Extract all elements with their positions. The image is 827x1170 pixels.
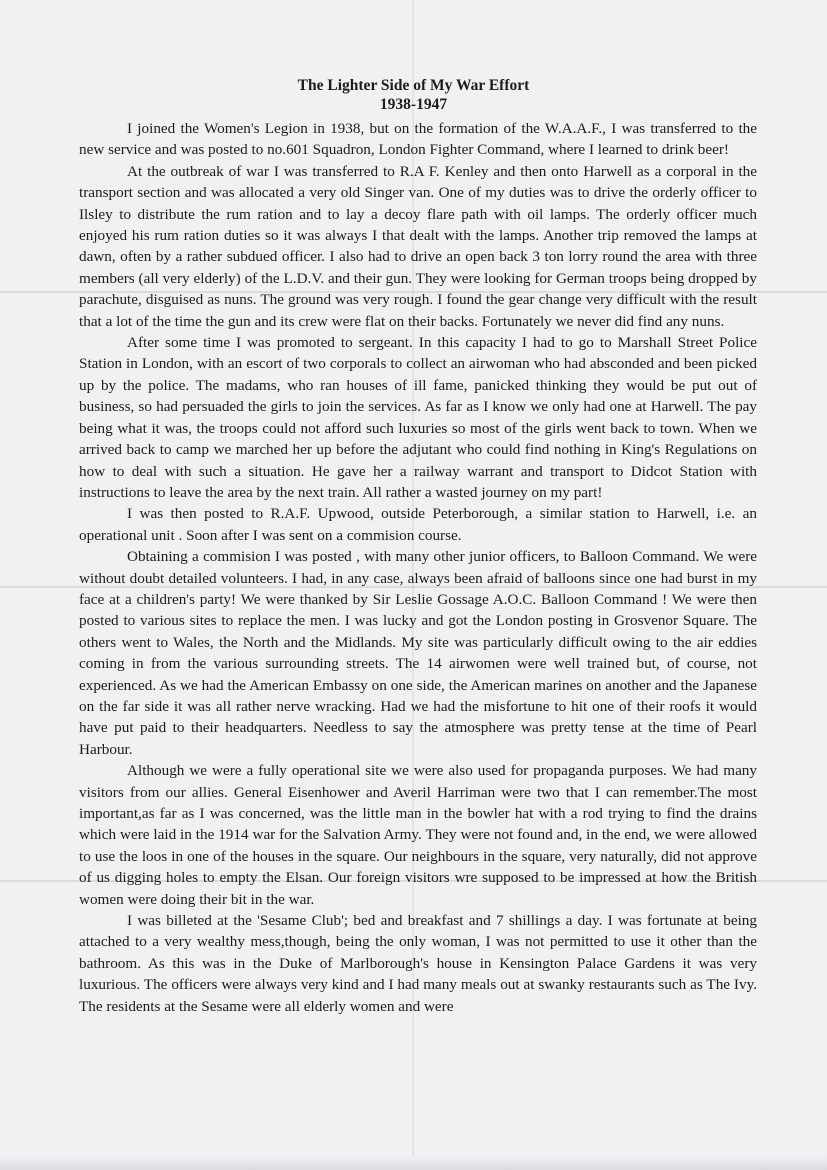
paragraph-7: I was billeted at the 'Sesame Club'; bed and breakfast and 7 shillings a day. I was fortunate at being attached to a very wealthy mess,though, being the only woman, I was not permitted to use it other than the bathroom. As this was in the Duke of Marlborough's house in Kensington Palace Gardens it was very luxurious. The officers were always very kind and I had many meals out at swanky restaurants such as The Ivy. The residents at the Sesame were all elderly women and were [79,912,757,1015]
document-body [79,118,757,1017]
paragraph-4: I was then posted to R.A.F. Upwood, outside Peterborough, a similar station to Harwell, i.e. an operational unit . Soon after I was sent on a commision course. [79,505,757,544]
paragraph-6: Although we were a fully operational site we were also used for propaganda purposes. We had many visitors from our allies. General Eisenhower and Averil Harriman were two that I can remember.The most important,as far as I was concerned, was the little man in the bowler hat with a rod trying to find the drains which were laid in the 1914 war for the Salvation Army. They were not found and, in the end, we were allowed to use the loos in one of the houses in the square. Our neighbours in the square, very naturally, did not approve of us digging holes to empty the Elsan. Our foreign visitors wre supposed to be impressed at how the British women were doing their bit in the war. [79,762,757,908]
document-header [0,76,827,114]
paragraph-3: After some time I was promoted to sergeant. In this capacity I had to go to Marshall Street Police Station in London, with an escort of two corporals to collect an airwoman who had absconded and been picked up by the police. The madams, who ran houses of ill fame, panicked thinking they would be put out of business, so had persuaded the girls to join the services. As far as I know we only had one at Harwell. The pay being what it was, the troops could not afford such luxuries so most of the girls went back to town. When we arrived back to camp we marched her up before the adjutant who could find nothing in King's Regulations on how to deal with such a situation. He gave her a railway warrant and transport to Didcot Station with instructions to leave the area by the next train. All rather a wasted journey on my part! [79,334,757,501]
document-years: 1938-1947 [379,96,448,113]
paragraph-2: At the outbreak of war I was transferred to R.A F. Kenley and then onto Harwell as a corporal in the transport section and was allocated a very old Singer van. One of my duties was to drive the orderly officer to Ilsley to distribute the rum ration and to lay a decoy flare path with oil lamps. The orderly officer much enjoyed his rum ration duties so it was always I that dealt with the lamps. Another trip removed the lamps at dawn, often by a rather subdued officer. I also had to drive an open back 3 ton lorry round the area with three members (all very elderly) of the L.D.V. and their gun. They were looking for German troops being dropped by parachute, disguised as nuns. The ground was very rough. I found the gear change very difficult with the result that a lot of the time the gun and its crew were flat on their backs. Fortunately we never did find any nuns. [79,162,757,330]
paragraph-5: Obtaining a commision I was posted , with many other junior officers, to Balloon Command. We were without doubt detailed volunteers. I had, in any case, always been afraid of balloons since one had burst in my face at a children's party! We were thanked by Sir Leslie Gossage A.O.C. Balloon Command ! We were then posted to various sites to replace the men. I was lucky and got the London posting in Grosvenor Square. The others went to Wales, the North and the Midlands. My site was particularly difficult owing to the air eddies coming in from the various surrounding streets. The 14 airwomen were well trained but, of course, not experienced. As we had the American Embassy on one side, the American marines on another and the Japanese on the far side it was all rather nerve wracking. Had we had the misfortune to hit one of their roofs it would have put paid to their headquarters. Needless to say the atmosphere was pretty tense at the time of Pearl Harbour. [79,548,757,758]
document-title: The Lighter Side of My War Effort [297,77,530,94]
page-bottom-edge [0,1156,827,1170]
paragraph-1: I joined the Women's Legion in 1938, but on the formation of the W.A.A.F., I was transferred to the new service and was posted to no.601 Squadron, London Fighter Command, where I learned to drink beer! [79,120,757,159]
